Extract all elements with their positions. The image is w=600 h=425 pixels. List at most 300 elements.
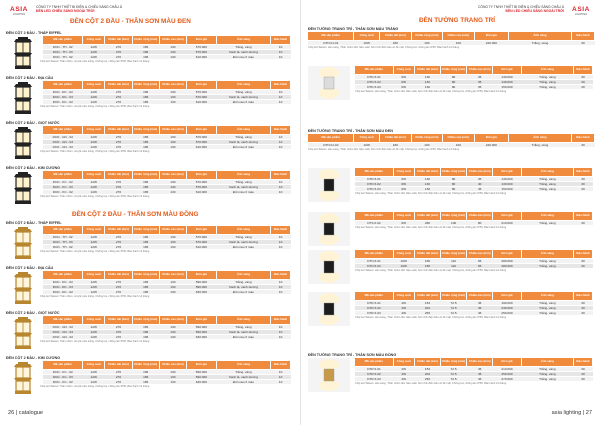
table-cell: 12W bbox=[83, 374, 105, 379]
column-header: Ánh sáng bbox=[216, 316, 270, 324]
table-cell: 80 bbox=[441, 74, 467, 79]
table-cell: 150.000 bbox=[493, 84, 522, 89]
copper-wall-lamp-icon bbox=[308, 358, 350, 392]
header-row bbox=[43, 226, 291, 234]
table-cell: 165 bbox=[132, 144, 159, 149]
slogan: ĐÈN LED CHIẾU SÁNG NGOÀI TRỜI bbox=[36, 9, 95, 14]
table-cell: 100 bbox=[411, 142, 443, 147]
table-cell: DCD - KC - 02 bbox=[43, 189, 83, 194]
spec-table bbox=[308, 134, 595, 147]
spec-note: Chip led Taiwan: Thân nhôm, Acrylic siêu trắng, Chống bụi, chống ẩm IP65, Bảo hành 12 tháng bbox=[40, 195, 150, 198]
section-title: ĐÈN CỘT 2 ĐẦU - ĐỊA CẦU bbox=[6, 76, 54, 80]
table-cell: 110 bbox=[441, 258, 467, 263]
table-cell: 35 bbox=[467, 79, 493, 84]
product-section bbox=[6, 265, 295, 307]
column-header: Mã sản phẩm bbox=[308, 134, 354, 142]
column-header: Chiều rộng (mm) bbox=[132, 271, 159, 279]
column-header: Chiều cao (mm) bbox=[159, 171, 186, 179]
table-row bbox=[43, 189, 291, 194]
column-header: Ánh sáng bbox=[508, 134, 571, 142]
table-cell: 30 bbox=[574, 74, 593, 79]
table-cell: 35 bbox=[467, 74, 493, 79]
table-cell: DCD - GN - 03 bbox=[43, 329, 83, 334]
table-cell: 280.000 bbox=[493, 263, 522, 268]
spec-table bbox=[355, 292, 593, 315]
column-header: Công suất bbox=[354, 32, 380, 40]
table-cell: 610.000 bbox=[187, 99, 217, 104]
lamp-base bbox=[15, 201, 31, 204]
column-header: Đơn giá bbox=[187, 81, 217, 89]
table-cell: 12W bbox=[83, 234, 105, 239]
spec-table bbox=[308, 32, 595, 45]
product-section bbox=[6, 120, 295, 162]
table-cell: 12W bbox=[83, 284, 105, 289]
table-cell: 270 bbox=[105, 324, 132, 329]
table-cell: 165 bbox=[132, 139, 159, 144]
slogan: ĐÈN LED CHIẾU SÁNG NGOÀI TRỜI bbox=[505, 9, 564, 14]
table-cell: Trắng, vàng bbox=[521, 181, 573, 186]
column-header: Chiều cao (mm) bbox=[159, 316, 186, 324]
logo-text: ASIA bbox=[572, 5, 590, 13]
section-title: ĐÈN TƯỜNG TRANG TRÍ - THÂN SƠN MÀU ĐỒNG bbox=[308, 353, 397, 357]
table-cell: 100 bbox=[441, 220, 467, 225]
wall-lamp-thumbnail bbox=[308, 212, 350, 246]
table-cell: 12W bbox=[83, 239, 105, 244]
table-cell: 72.5 bbox=[441, 366, 467, 371]
table-cell: Trắng, vàng bbox=[216, 324, 270, 329]
table-row bbox=[43, 379, 291, 384]
table-cell: 130 bbox=[159, 179, 186, 184]
wall-lamp-thumbnail bbox=[308, 66, 350, 100]
table-cell: 12W bbox=[83, 139, 105, 144]
table-cell: 270 bbox=[105, 144, 132, 149]
spec-note: Chip led Taiwan: Thân nhôm, Acrylic siêu trắng, Chống bụi, chống ẩm IP65, Bảo hành 12 tháng bbox=[40, 150, 150, 153]
table-cell: 130 bbox=[159, 54, 186, 59]
table-cell: 4W bbox=[393, 305, 414, 310]
table-cell: 110 bbox=[441, 263, 467, 268]
column-header: Ánh sáng bbox=[521, 168, 573, 176]
lamp-thumbnail bbox=[6, 316, 40, 352]
table-cell: Xanh lá, xanh dương bbox=[216, 49, 270, 54]
table-cell: DCD - KC - 03 bbox=[43, 184, 83, 189]
table-cell: 130.000 bbox=[493, 181, 522, 186]
column-header: Đơn giá bbox=[187, 36, 217, 44]
column-header: Mã sản phẩm bbox=[43, 361, 83, 369]
globe-lamp-copper-icon bbox=[8, 271, 38, 307]
spec-table bbox=[355, 168, 593, 191]
company-name: CÔNG TY TNHH THIẾT BỊ ĐIỆN & CHIẾU SÁNG CHÂU Á bbox=[478, 5, 564, 9]
column-header: Đơn giá bbox=[493, 358, 522, 366]
table-cell: 45 bbox=[467, 310, 493, 315]
lamp-body bbox=[324, 261, 334, 273]
table-cell: 590.000 bbox=[187, 284, 217, 289]
table-cell: 130 bbox=[159, 184, 186, 189]
spec-table bbox=[43, 81, 291, 104]
column-header: Công suất bbox=[83, 361, 105, 369]
black-wall-lamp-icon bbox=[308, 250, 350, 284]
header-row bbox=[43, 316, 291, 324]
table-cell: DTR 6-02 bbox=[355, 305, 393, 310]
page-number-left: 26 | catalogue bbox=[8, 410, 44, 416]
table-cell: DTR 6-03 bbox=[355, 376, 393, 381]
table-cell: 45 bbox=[467, 186, 493, 191]
column-header: Đơn giá bbox=[493, 250, 522, 258]
table-cell: 10 bbox=[271, 144, 291, 149]
table-cell: DCD - GN - 02 bbox=[43, 134, 83, 139]
table-cell: DCD - DC - 03 bbox=[43, 284, 83, 289]
table-cell: Đổi màu 3 màu bbox=[216, 244, 270, 249]
column-header: Chiều cao (mm) bbox=[159, 361, 186, 369]
table-cell: 10W bbox=[354, 40, 380, 45]
table-cell: 153 bbox=[414, 300, 440, 305]
header-row bbox=[308, 32, 595, 40]
table-cell: Trắng, vàng bbox=[521, 176, 573, 181]
spec-table bbox=[355, 250, 593, 268]
wall-lamp-thumbnail bbox=[308, 358, 350, 392]
column-header: Đơn giá bbox=[493, 292, 522, 300]
table-cell: 10 bbox=[271, 289, 291, 294]
header-row bbox=[355, 292, 593, 300]
spec-note: Chip led Taiwan: siêu sáng, Thân nhôm đúc hiệu suất, Sơn tĩnh điện bảo vệ bề mặt, Chống bụi, chống ẩm IP65, Bảo hành 12 tháng bbox=[308, 148, 460, 151]
table-cell: 12W bbox=[83, 334, 105, 339]
table-cell: 165 bbox=[414, 263, 440, 268]
column-header: Chiều cao (mm) bbox=[467, 250, 493, 258]
column-header: Chiều rộng (mm) bbox=[411, 32, 443, 40]
table-cell: 270 bbox=[105, 369, 132, 374]
table-cell: Trắng, vàng bbox=[521, 258, 573, 263]
column-header: Đơn giá bbox=[474, 134, 508, 142]
table-cell: 270 bbox=[105, 189, 132, 194]
table-cell: 80 bbox=[441, 176, 467, 181]
table-cell: 570.000 bbox=[187, 184, 217, 189]
column-header: Chiều rộng (mm) bbox=[132, 36, 159, 44]
column-header: Chiều rộng (mm) bbox=[441, 250, 467, 258]
table-cell: 72.5 bbox=[441, 310, 467, 315]
table-cell: 30 bbox=[572, 40, 595, 45]
copper-series-title: ĐÈN CỘT 2 ĐẦU - THÂN SƠN MÀU ĐỒNG bbox=[72, 211, 199, 218]
lamp-body bbox=[324, 369, 334, 381]
column-header: Mã sản phẩm bbox=[355, 250, 393, 258]
table-cell: 45 bbox=[467, 376, 493, 381]
table-cell: 30 bbox=[574, 186, 593, 191]
column-header: Đơn giá bbox=[493, 66, 522, 74]
spec-note: Chip led Taiwan: Thân nhôm, Acrylic siêu trắng, Chống bụi, chống ẩm IP65, Bảo hành 12 tháng bbox=[40, 105, 150, 108]
column-header: Ánh sáng bbox=[216, 361, 270, 369]
section-title: ĐÈN CỘT 2 ĐẦU - KIM CƯƠNG bbox=[6, 356, 61, 360]
table-cell: 6W bbox=[393, 220, 414, 225]
table-cell: 130 bbox=[159, 44, 186, 49]
column-header: Bảo hành bbox=[572, 32, 595, 40]
column-header: Chiều rộng (mm) bbox=[441, 212, 467, 220]
table-cell: 165 bbox=[132, 49, 159, 54]
table-cell: DTN 01-02 bbox=[308, 142, 354, 147]
table-row bbox=[355, 220, 593, 225]
table-cell: DTS 6-02 bbox=[355, 220, 393, 225]
table-cell: 30 bbox=[574, 376, 593, 381]
column-header: Chiều dài (mm) bbox=[414, 168, 440, 176]
table-cell: 4W bbox=[393, 371, 414, 376]
column-header: Mã sản phẩm bbox=[308, 32, 354, 40]
table-cell: Xanh lá, xanh dương bbox=[216, 184, 270, 189]
column-header: Ánh sáng bbox=[216, 81, 270, 89]
table-cell: Trắng, vàng bbox=[508, 40, 571, 45]
table-cell: 270 bbox=[105, 374, 132, 379]
table-cell: 250.000 bbox=[493, 310, 522, 315]
column-header: Bảo hành bbox=[574, 292, 593, 300]
table-cell: 590.000 bbox=[187, 374, 217, 379]
table-cell: DTD 6-01 bbox=[355, 74, 393, 79]
table-cell: DCD - GN - 02 bbox=[43, 324, 83, 329]
table-cell: 10 bbox=[271, 184, 291, 189]
table-cell: Trắng, vàng bbox=[521, 310, 573, 315]
table-cell: DCD - TH - 02 bbox=[43, 44, 83, 49]
header-row bbox=[43, 36, 291, 44]
table-cell: 10 bbox=[271, 374, 291, 379]
spec-table bbox=[43, 316, 291, 339]
column-header: Mã sản phẩm bbox=[43, 36, 83, 44]
table-cell: 130 bbox=[159, 139, 186, 144]
column-header: Bảo hành bbox=[271, 171, 291, 179]
table-cell: 210.000 bbox=[493, 220, 522, 225]
column-header: Chiều rộng (mm) bbox=[132, 361, 159, 369]
column-header: Bảo hành bbox=[271, 316, 291, 324]
lamp-base bbox=[15, 301, 31, 304]
column-header: Ánh sáng bbox=[521, 66, 573, 74]
table-cell: 165 bbox=[132, 239, 159, 244]
column-header: Chiều dài (mm) bbox=[105, 361, 132, 369]
brand-header bbox=[474, 5, 594, 17]
table-cell: DCD - TH - 03 bbox=[43, 49, 83, 54]
table-cell: 130 bbox=[159, 49, 186, 54]
table-cell: Xanh lá, xanh dương bbox=[216, 329, 270, 334]
table-cell: 150.000 bbox=[493, 186, 522, 191]
column-header: Chiều dài (mm) bbox=[414, 66, 440, 74]
table-cell: 100 bbox=[411, 40, 443, 45]
table-cell: 72.5 bbox=[441, 371, 467, 376]
spec-table bbox=[355, 212, 593, 225]
table-cell: Trắng, vàng bbox=[521, 300, 573, 305]
table-cell: 270.000 bbox=[493, 376, 522, 381]
lamp-body bbox=[324, 179, 334, 191]
wall-lamp-title: ĐÈN TƯỜNG TRANG TRÍ bbox=[419, 17, 496, 24]
header-row bbox=[43, 271, 291, 279]
white-wall-lamp-icon bbox=[308, 66, 350, 100]
table-cell: 12W bbox=[83, 94, 105, 99]
column-header: Chiều dài (mm) bbox=[414, 292, 440, 300]
lamp-thumbnail bbox=[6, 271, 40, 307]
table-cell: 10 bbox=[271, 379, 291, 384]
table-cell: 130 bbox=[159, 329, 186, 334]
column-header: Chiều cao (mm) bbox=[467, 168, 493, 176]
column-header: Bảo hành bbox=[271, 226, 291, 234]
table-cell: 270 bbox=[105, 244, 132, 249]
table-cell: DCD - GN - 03 bbox=[43, 139, 83, 144]
column-header: Đơn giá bbox=[187, 171, 217, 179]
spec-note: Chip led Taiwan: siêu sáng, Thân nhôm đúc hiệu suất, Sơn tĩnh điện bảo vệ bề mặt, Chống bụi, chống ẩm IP65, Bảo hành 12 tháng bbox=[355, 269, 507, 272]
column-header: Chiều cao (mm) bbox=[467, 358, 493, 366]
header-row bbox=[308, 134, 595, 142]
table-row bbox=[43, 54, 291, 59]
table-cell: DCD - GN - 02 bbox=[43, 144, 83, 149]
table-cell: Xanh lá, xanh dương bbox=[216, 374, 270, 379]
column-header: Chiều dài (mm) bbox=[105, 316, 132, 324]
table-cell: 130 bbox=[159, 239, 186, 244]
column-header: Chiều rộng (mm) bbox=[441, 358, 467, 366]
table-cell: 10 bbox=[271, 54, 291, 59]
table-cell: 240.000 bbox=[474, 40, 508, 45]
table-cell: 165 bbox=[132, 89, 159, 94]
column-header: Công suất bbox=[393, 66, 414, 74]
page-number-right: asia lighting | 27 bbox=[551, 410, 592, 416]
table-cell: 165 bbox=[132, 324, 159, 329]
product-section bbox=[6, 30, 295, 72]
lamp-cap bbox=[18, 272, 28, 274]
table-cell: 72.5 bbox=[441, 376, 467, 381]
black-wall-variants-d bbox=[308, 292, 595, 326]
table-cell: 10W bbox=[393, 263, 414, 268]
table-cell: 570.000 bbox=[187, 234, 217, 239]
table-cell: 30 bbox=[574, 310, 593, 315]
table-cell: 30 bbox=[574, 258, 593, 263]
table-cell: 165 bbox=[132, 54, 159, 59]
table-cell: 30 bbox=[572, 142, 595, 147]
table-cell: 570.000 bbox=[187, 44, 217, 49]
table-cell: 130 bbox=[159, 94, 186, 99]
column-header: Mã sản phẩm bbox=[43, 316, 83, 324]
column-header: Mã sản phẩm bbox=[355, 292, 393, 300]
table-cell: DCD - KC - 02 bbox=[43, 179, 83, 184]
table-cell: 10 bbox=[271, 49, 291, 54]
column-header: Chiều rộng (mm) bbox=[132, 316, 159, 324]
column-header: Công suất bbox=[83, 226, 105, 234]
table-row bbox=[355, 263, 593, 268]
table-cell: 130 bbox=[159, 374, 186, 379]
column-header: Ánh sáng bbox=[521, 358, 573, 366]
lamp-thumbnail bbox=[6, 81, 40, 117]
table-cell: 270 bbox=[105, 234, 132, 239]
column-header: Chiều cao (mm) bbox=[159, 126, 186, 134]
table-cell: 180 bbox=[380, 142, 412, 147]
table-cell: 570.000 bbox=[187, 239, 217, 244]
column-header: Bảo hành bbox=[574, 358, 593, 366]
column-header: Chiều rộng (mm) bbox=[441, 292, 467, 300]
table-cell: DCD - DC - 02 bbox=[43, 279, 83, 284]
table-cell: 10 bbox=[271, 139, 291, 144]
column-header: Chiều dài (mm) bbox=[105, 171, 132, 179]
table-cell: 6W bbox=[393, 176, 414, 181]
product-section bbox=[6, 310, 295, 352]
spec-table bbox=[43, 171, 291, 194]
table-cell: Đổi màu 3 màu bbox=[216, 379, 270, 384]
spec-table bbox=[43, 271, 291, 294]
header-row bbox=[43, 81, 291, 89]
spec-table bbox=[43, 226, 291, 249]
table-cell: 45 bbox=[467, 300, 493, 305]
table-cell: 570.000 bbox=[187, 94, 217, 99]
table-cell: 270 bbox=[105, 239, 132, 244]
table-cell: 10W bbox=[393, 258, 414, 263]
column-header: Chiều dài (mm) bbox=[380, 134, 412, 142]
black-wall-section bbox=[308, 128, 595, 151]
table-cell: Xanh lá, xanh dương bbox=[216, 284, 270, 289]
table-cell: DCD - DC - 02 bbox=[43, 289, 83, 294]
column-header: Mã sản phẩm bbox=[355, 168, 393, 176]
table-cell: 165 bbox=[132, 234, 159, 239]
column-header: Ánh sáng bbox=[521, 292, 573, 300]
column-header: Đơn giá bbox=[187, 271, 217, 279]
column-header: Mã sản phẩm bbox=[43, 81, 83, 89]
table-cell: Đổi màu 3 màu bbox=[216, 144, 270, 149]
table-cell: 12W bbox=[83, 324, 105, 329]
table-row bbox=[355, 310, 593, 315]
column-header: Mã sản phẩm bbox=[355, 212, 393, 220]
eiffel-lamp-copper-icon bbox=[8, 226, 38, 262]
table-cell: 30 bbox=[574, 366, 593, 371]
spec-note: Chip led Taiwan: siêu sáng, Thân nhôm đúc hiệu suất, Sơn tĩnh điện bảo vệ bề mặt, Chống bụi, chống ẩm IP65, Bảo hành 12 tháng bbox=[355, 382, 507, 385]
table-cell: Trắng, vàng bbox=[521, 371, 573, 376]
column-header: Bảo hành bbox=[271, 81, 291, 89]
table-cell: 10 bbox=[271, 94, 291, 99]
lamp-base bbox=[15, 66, 31, 69]
table-cell: 165 bbox=[132, 279, 159, 284]
white-wall-variants bbox=[308, 66, 595, 100]
black-wall-lamp-icon bbox=[308, 292, 350, 326]
table-cell: DTN 6-02 bbox=[355, 263, 393, 268]
lamp-thumbnail bbox=[6, 171, 40, 207]
column-header: Mã sản phẩm bbox=[43, 171, 83, 179]
table-cell: Trắng, vàng bbox=[216, 44, 270, 49]
logo-subtext: LIGHTING bbox=[12, 12, 26, 16]
column-header: Chiều rộng (mm) bbox=[132, 126, 159, 134]
table-cell: 4W bbox=[393, 366, 414, 371]
column-header: Chiều dài (mm) bbox=[105, 36, 132, 44]
table-cell: 10 bbox=[271, 234, 291, 239]
table-cell: Trắng, vàng bbox=[216, 279, 270, 284]
table-cell: DCD - KC - 02 bbox=[43, 379, 83, 384]
drop-lamp-copper-icon bbox=[8, 316, 38, 352]
table-cell: 12W bbox=[83, 189, 105, 194]
table-cell: DTR 6-01 bbox=[355, 300, 393, 305]
column-header: Công suất bbox=[83, 36, 105, 44]
table-cell: 45 bbox=[467, 305, 493, 310]
product-section bbox=[6, 75, 295, 117]
table-cell: 280.000 bbox=[493, 258, 522, 263]
table-cell: 80 bbox=[441, 186, 467, 191]
column-header: Bảo hành bbox=[271, 36, 291, 44]
table-cell: DTR 6-03 bbox=[355, 310, 393, 315]
table-cell: 30 bbox=[574, 181, 593, 186]
black-wall-variants-b bbox=[308, 212, 595, 246]
table-cell: 30 bbox=[574, 176, 593, 181]
table-cell: 630.000 bbox=[187, 379, 217, 384]
table-cell: 80 bbox=[467, 220, 493, 225]
lamp-thumbnail bbox=[6, 361, 40, 397]
table-cell: 65 bbox=[467, 263, 493, 268]
column-header: Bảo hành bbox=[574, 66, 593, 74]
spec-note: Chip led Taiwan: siêu sáng, Thân nhôm đúc hiệu suất, Sơn tĩnh điện bảo vệ bề mặt, Chống bụi, chống ẩm IP65, Bảo hành 12 tháng bbox=[355, 90, 507, 93]
column-header: Ánh sáng bbox=[216, 171, 270, 179]
column-header: Mã sản phẩm bbox=[43, 271, 83, 279]
table-cell: 130 bbox=[414, 181, 440, 186]
table-row bbox=[43, 144, 291, 149]
table-cell: 12W bbox=[83, 44, 105, 49]
table-cell: 12W bbox=[83, 99, 105, 104]
column-header: Chiều dài (mm) bbox=[414, 358, 440, 366]
table-cell: 270 bbox=[105, 184, 132, 189]
table-row bbox=[355, 84, 593, 89]
table-cell: 250.000 bbox=[493, 371, 522, 376]
table-cell: 165 bbox=[132, 329, 159, 334]
